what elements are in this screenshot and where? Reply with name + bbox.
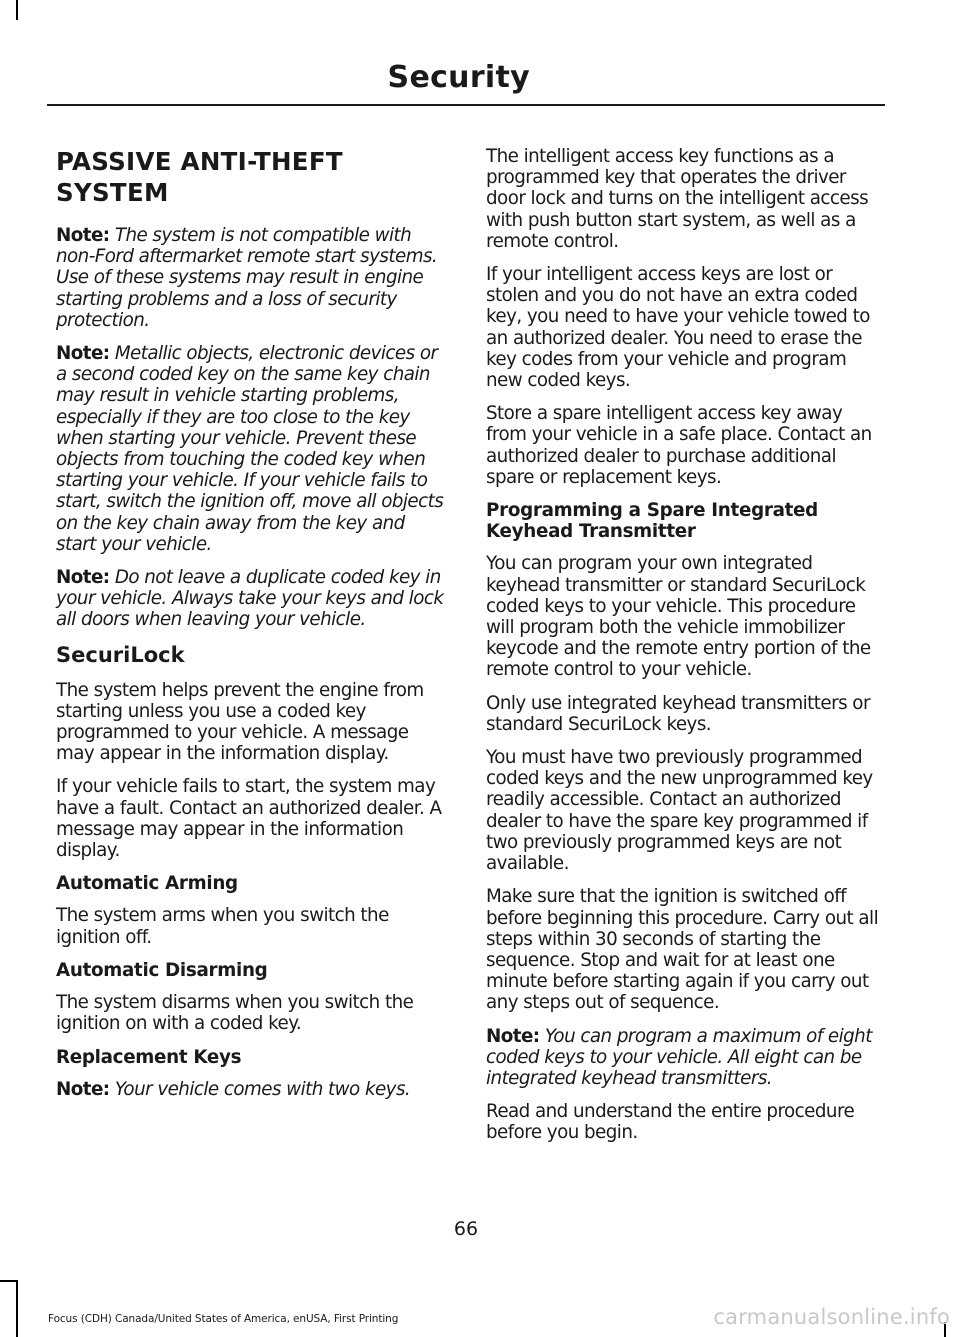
crop-mark-bottom-left-horizontal <box>0 1280 18 1282</box>
note-duplicate-key <box>56 567 448 631</box>
paragraph-lost-keys: If your intelligent access keys are lost or stolen and you do not have an extra coded key, you need to have your vehicle towed to an authorized dealer. You need to erase the key codes from your vehicle and program new coded keys. <box>486 264 870 392</box>
note-label: Note: <box>56 225 110 246</box>
footer-edition-text: Focus (CDH) Canada/United States of America, enUSA, First Printing <box>48 1313 399 1325</box>
section-heading-passive-anti-theft: PASSIVE ANTI-THEFT SYSTEM <box>56 147 343 207</box>
note-label: Note: <box>56 1078 110 1100</box>
header-divider <box>47 104 885 106</box>
subheading-automatic-disarming: Automatic Disarming <box>56 959 268 981</box>
paragraph-automatic-disarming: The system disarms when you switch the ignition on with a coded key. <box>56 992 414 1035</box>
note-label: Note: <box>56 343 110 365</box>
subheading-programming-spare: Programming a Spare Integrated Keyhead Transmitter <box>486 500 818 543</box>
left-column <box>56 146 448 1112</box>
subheading-automatic-arming: Automatic Arming <box>56 873 238 895</box>
paragraph-programming-3: You must have two previously programmed coded keys and the new unprogrammed key readily accessible. Contact an authorized dealer to have the spare key programmed if two previously programmed keys are not available. <box>486 747 873 875</box>
note-metallic-objects <box>56 343 448 555</box>
paragraph-programming-2: Only use integrated keyhead transmitters or standard SecuriLock keys. <box>486 692 870 735</box>
subheading-replacement-keys: Replacement Keys <box>56 1046 242 1068</box>
note-label: Note: <box>56 567 110 589</box>
note-two-keys <box>56 1079 448 1100</box>
paragraph-securilock-1: The system helps prevent the engine from starting unless you use a coded key programmed to your vehicle. A message may appear in the information display. <box>56 679 424 765</box>
note-text: Do not leave a duplicate coded key in your vehicle. Always take your keys and lock all doors when leaving your vehicle. <box>56 567 444 631</box>
page-number: 66 <box>453 1218 479 1240</box>
paragraph-spare-key: Store a spare intelligent access key away from your vehicle in a safe place. Contact an authorized dealer to purchase additional spare or replacement keys. <box>486 403 872 488</box>
note-compatibility <box>56 225 448 331</box>
subheading-securilock: SecuriLock <box>56 642 185 667</box>
paragraph-automatic-arming: The system arms when you switch the ignition off. <box>56 905 389 948</box>
note-label: Note: <box>486 1025 540 1047</box>
page-header-title: Security <box>387 60 530 95</box>
crop-mark-top-left <box>16 0 18 20</box>
paragraph-securilock-2: If your vehicle fails to start, the system may have a fault. Contact an authorized dealer. A message may appear in the information display. <box>56 776 442 862</box>
crop-mark-bottom-left <box>16 1280 18 1337</box>
paragraph-read-procedure: Read and understand the entire procedure before you begin. <box>486 1101 855 1144</box>
note-text: You can program a maximum of eight coded keys to your vehicle. All eight can be integrated keyhead transmitters. <box>486 1025 872 1089</box>
note-text: Metallic objects, electronic devices or a second coded key on the same key chain may result in vehicle starting problems, especially if they are too close to the key when starting your vehicle. Prevent these objects from touching the coded key when starting your vehicle. If your vehicle fails to start, switch the ignition off, move all objects on the key chain away from the key and start your vehicle. <box>56 343 444 555</box>
paragraph-programming-1: You can program your own integrated keyhead transmitter or standard SecuriLock coded keys to your vehicle. This procedure will program both the vehicle immobilizer keycode and the remote entry portion of the remote control to your vehicle. <box>486 553 871 681</box>
watermark: carmanualsonline.info <box>713 1305 950 1329</box>
right-column <box>486 146 880 1156</box>
note-text: Your vehicle comes with two keys. <box>109 1078 411 1100</box>
paragraph-intelligent-access-key: The intelligent access key functions as a programmed key that operates the driver door lock and turns on the intelligent access with push button start system, as well as a remote control. <box>486 146 869 252</box>
note-maximum-keys <box>486 1026 880 1090</box>
note-text: The system is not compatible with non-Ford aftermarket remote start systems. Use of these systems may result in engine starting problems and a loss of security protection. <box>56 225 438 331</box>
paragraph-programming-4: Make sure that the ignition is switched off before beginning this procedure. Carry out all steps within 30 seconds of starting the sequence. Stop and wait for at least one minute before starting again if you carry out any steps out of sequence. <box>486 886 879 1014</box>
